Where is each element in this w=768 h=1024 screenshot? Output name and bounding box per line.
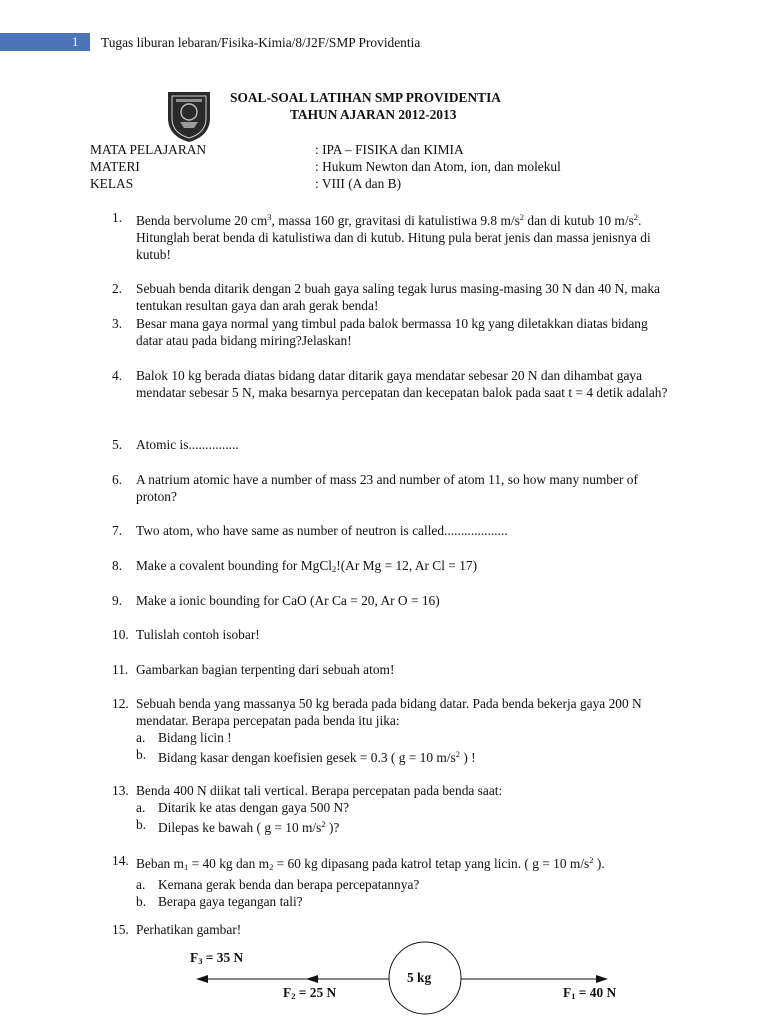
question-text: Beban $m_1 = 40$ kg dan $m_2 = 60$ kg dipasang pada katrol tetap yang licin. ( g = 10 $m/s^2$ ). a. Kemana gerak benda dan berapa percepatannya? b. Berapa gaya tegangan tali? (136, 852, 676, 910)
sub-item-a: a. Ditarik ke atas dengan gaya 500 N? (136, 800, 350, 815)
question-number: 12. (112, 696, 129, 711)
question-text: Gambarkan bagian terpenting dari sebuah atom! (136, 662, 395, 677)
question-number: 6. (112, 472, 123, 487)
running-title: Tugas liburan lebaran/Fisika-Kimia/8/J2F/SMP Providentia (101, 35, 421, 50)
meta-label: MATERI (90, 159, 140, 174)
question-number: 7. (112, 523, 123, 538)
page-number: 1 (72, 34, 79, 49)
question-number: 1. (112, 210, 123, 225)
meta-value: : IPA – FISIKA dan KIMIA (315, 142, 464, 157)
sub-item-b: b. Dilepas ke bawah ( g = 10 $m/s^2$ )? (136, 817, 340, 835)
force-diagram (0, 938, 768, 1024)
question-number: 14. (112, 853, 129, 868)
question-text: Make a ionic bounding for CaO (Ar Ca = 20, Ar O = 16) (136, 593, 440, 608)
question-text: Two atom, who have same as number of neutron is called................... (136, 523, 508, 538)
question-number: 15. (112, 922, 129, 937)
force-label-f2: $F_2 = 25$ N (283, 985, 337, 1001)
meta-row-subject (90, 142, 464, 158)
question-text: Balok 10 kg berada diatas bidang datar ditarik gaya mendatar sebesar 20 N dan dihambat gaya mendatar sebesar 5 N, maka besarnya percepatan dan kecepatan balok pada saat t = 4 detik adalah? (136, 368, 668, 400)
meta-row-class (90, 176, 402, 192)
sub-item-b: b. Berapa gaya tegangan tali? (136, 894, 303, 909)
question-number: 9. (112, 593, 123, 608)
document-title: SOAL-SOAL LATIHAN SMP PROVIDENTIA (230, 90, 501, 105)
question-text: A natrium atomic have a number of mass 23 and number of atom 11, so how many number of proton? (136, 472, 638, 504)
meta-label: MATA PELAJARAN (90, 142, 207, 157)
arrowhead-f3 (196, 975, 208, 983)
question-text: Benda 400 N diikat tali vertical. Berapa percepatan pada benda saat: a. Ditarik ke atas dengan gaya 500 N? b. Dilepas ke bawah ( g = 10 $m/s^2$ )? (136, 782, 676, 836)
school-logo (164, 88, 214, 144)
sub-item-a: a. Bidang licin ! (136, 730, 232, 745)
meta-label: KELAS (90, 176, 134, 191)
question-text: Tulislah contoh isobar! (136, 627, 260, 642)
question-number: 8. (112, 558, 123, 573)
meta-value: : Hukum Newton dan Atom, ion, dan molekul (315, 159, 561, 174)
force-label-f1: $F_1 = 40$ N (563, 985, 617, 1001)
meta-value: : VIII (A dan B) (315, 176, 402, 191)
question-number: 4. (112, 368, 123, 383)
arrowhead-f1 (596, 975, 608, 983)
arrowhead-f2 (306, 975, 318, 983)
question-number: 3. (112, 316, 123, 331)
force-label-f3: $F_3 = 35$ N (190, 950, 244, 966)
question-text: Besar mana gaya normal yang timbul pada balok bermassa 10 kg yang diletakkan diatas bidang datar atau pada bidang miring?Jelaskan! (136, 316, 648, 348)
mass-label: 5 kg (407, 970, 432, 985)
question-text: Perhatikan gambar! (136, 922, 242, 937)
sub-item-a: a. Kemana gerak benda dan berapa percepatannya? (136, 877, 420, 892)
question-number: 13. (112, 783, 129, 798)
question-text: Benda bervolume 20 $cm^3$, massa 160 gr, gravitasi di katulistiwa 9.8 $m/s^2$ dan di kutub 10 $m/s^2$. Hitunglah berat benda di katulistiwa dan di kutub. Hitung pula berat jenis dan massa jenisnya di kutub! (136, 212, 651, 262)
question-number: 2. (112, 281, 123, 296)
question-text: Sebuah benda ditarik dengan 2 buah gaya saling tegak lurus masing-masing 30 N dan 40 N, maka tentukan resultan gaya dan arah gerak benda! (136, 281, 660, 313)
sub-item-b: b. Bidang kasar dengan koefisien gesek = 0.3 ( g = 10 $m/s^2$ ) ! (136, 747, 476, 765)
document-subtitle: TAHUN AJARAN 2012-2013 (290, 107, 457, 122)
question-number: 10. (112, 627, 129, 642)
question-number: 11. (112, 662, 129, 677)
question-text: Sebuah benda yang massanya 50 kg berada pada bidang datar. Pada benda bekerja gaya 200 N mendatar. Berapa percepatan pada benda itu jika: a. Bidang licin ! b. Bidang kasar dengan koefisien gesek = 0.3 ( g = 10 $m/s^2$ ) ! (136, 695, 676, 766)
question-number: 5. (112, 437, 123, 452)
question-text: Atomic is............... (136, 437, 239, 452)
question-text: Make a covalent bounding for MgCl$_2$!(Ar Mg = 12, Ar Cl = 17) (136, 558, 478, 574)
meta-row-material (90, 159, 561, 175)
